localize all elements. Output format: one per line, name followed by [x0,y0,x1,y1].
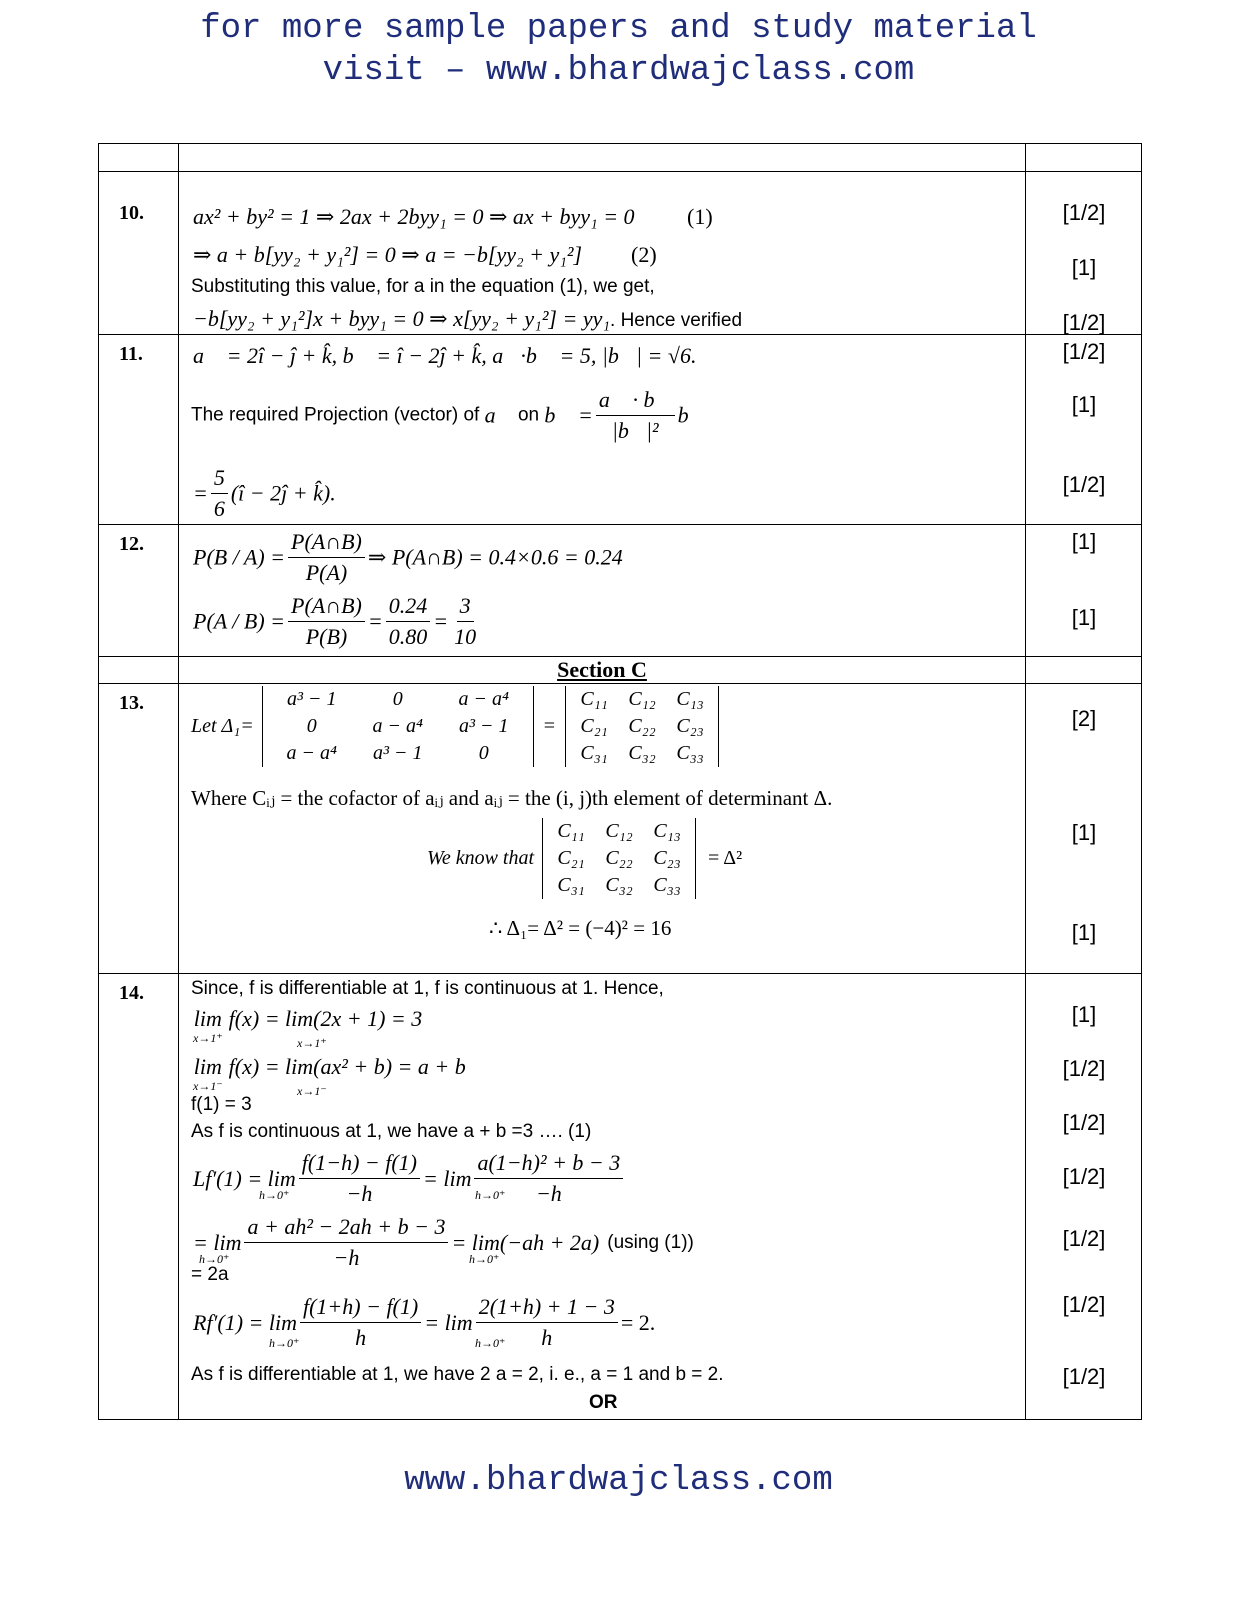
q14-line-7-tail: (using (1)) [607,1231,694,1253]
det-entry: C₃₁ [557,874,585,896]
q14-lim-2 [193,1054,223,1092]
mark: [1/2] [1062,1292,1106,1317]
q13-determinant-2 [565,686,719,767]
det-entry: a³ − 1 [373,742,423,764]
mark: [1] [1071,920,1097,945]
question-row-14 [99,974,1142,1420]
lim-word: lim [193,1006,222,1031]
det-entry: C₁₂ [605,820,633,842]
denominator: h [541,1325,553,1350]
q14-line-9-sub: h→0⁺ [269,1336,300,1350]
q14-fraction-3 [244,1212,448,1273]
answer-cell [179,525,1026,657]
q12-tail-1: ⇒ P(A∩B) = 0.4×0.6 = 0.24 [367,544,623,570]
promo-line-2: visit – www.bhardwajclass.com [322,52,915,90]
marks-cell [1026,974,1142,1420]
q13-determinant-1 [262,686,534,767]
q14-line-1: Since, f is differentiable at 1, f is continuous at 1. Hence, [191,978,664,999]
footer-url: www.bhardwajclass.com [404,1462,833,1500]
det-entry: C₂₃ [676,715,704,737]
mark: [1/2] [1062,1364,1106,1389]
q14-line-6-sub: h→0⁺ [259,1188,290,1202]
q12-lhs-1: P(B / A) = [193,544,286,570]
mark: [1/2] [1062,472,1106,497]
numerator: 2(1+h) + 1 − 3 [476,1292,618,1323]
det-entry: C₃₃ [676,742,704,764]
mark: [2] [1071,706,1097,731]
q10-line-1: ax² + by² = 1 ⇒ 2ax + 2byy₁ = 0 ⇒ ax + byy₁ = 0 [193,204,635,229]
numerator: P(A∩B) [288,527,365,558]
q10-tag-2: (2) [631,242,657,267]
q14-line-6-eq: = lim [423,1165,472,1191]
numerator: f(1+h) − f(1) [300,1292,421,1323]
q14-line-10: As f is differentiable at 1, we have 2 a = 2, i. e., a = 1 and b = 2. [191,1364,724,1385]
question-row-12 [99,525,1142,657]
lim-word: lim [193,1054,222,1079]
q14-line-7-lhs: = lim [193,1229,242,1255]
q13-we-know: We know that [427,847,535,869]
q11-result-fraction [211,463,228,524]
question-number: 14. [99,974,179,1420]
q14-line-9-eq: = lim [424,1309,473,1335]
q10-tag-1: (1) [687,204,713,229]
q14-line-7-sub2: h→0⁺ [469,1252,500,1266]
mark: [1] [1071,529,1097,554]
question-number: 11. [99,335,179,525]
q14-line-7-sub: h→0⁺ [199,1252,230,1266]
q11-result-tail: (î − 2ĵ + k̂). [230,480,336,506]
q11-line-2-text: The required Projection (vector) of [191,404,485,426]
q12-fraction-2 [288,591,365,652]
denominator: 0.80 [388,624,428,649]
question-row-13 [99,684,1142,974]
question-number: 12. [99,525,179,657]
denominator: −h [333,1245,360,1270]
q11-vector-b-tail: b⃗ [677,402,706,428]
mark: [1/2] [1062,1226,1106,1251]
numerator: a + ah² − 2ah + b − 3 [244,1212,448,1243]
q13-eq: = [543,715,556,737]
denominator: h [355,1325,367,1350]
q11-vector-a: a⃗ [484,402,513,428]
q13-det-tail: = Δ² [708,847,743,869]
q14-lim-1-sub2: x→1⁺ [297,1036,327,1050]
numerator: a(1−h)² + b − 3 [474,1148,623,1179]
q12-fraction-4 [451,591,479,652]
q12-fraction-1 [288,527,365,588]
det-entry: C₃₃ [653,874,681,896]
denominator: −h [535,1181,562,1206]
numerator: P(A∩B) [288,591,365,622]
numerator: 0.24 [386,591,431,622]
denominator: |b⃗|² [611,418,659,443]
mark: [1/2] [1062,310,1106,335]
q10-line-4-tail: . Hence verified [610,310,743,331]
det-entry: 0 [392,688,403,710]
q11-vector-b: b⃗ = [544,402,593,428]
det-entry: C₁₁ [580,688,608,710]
lim-sub: x→1⁻ [193,1079,223,1093]
det-entry: C₁₁ [557,820,585,842]
q14-line-2: f(x) = lim(2x + 1) = 3 [228,1006,423,1031]
q13-let: Let Δ₁= [191,715,254,737]
det-entry: C₃₂ [605,874,633,896]
mark: [1/2] [1062,1164,1106,1189]
q10-line-4: −b[yy₂ + y₁²]x + byy₁ = 0 ⇒ x[yy₂ + y₁²] = yy₁ [193,306,611,331]
det-entry: 0 [306,715,317,737]
denominator: 6 [213,496,225,521]
q10-line-2: ⇒ a + b[yy₂ + y₁²] = 0 ⇒ a = −b[yy₂ + y₁²] [193,242,583,267]
marks-cell [1026,172,1142,335]
q14-line-8: = 2a [191,1264,229,1285]
q14-line-9-tail: = 2. [620,1309,656,1335]
q11-projection-fraction [596,385,675,446]
det-entry: a − a⁴ [458,688,509,710]
det-entry: C₃₁ [580,742,608,764]
promo-line-1: for more sample papers and study material [200,10,1037,48]
q12-eq-1: = [367,608,383,634]
det-entry: a³ − 1 [287,688,337,710]
det-entry: a − a⁴ [286,742,337,764]
or-separator: OR [589,1392,618,1413]
det-entry: a − a⁴ [372,715,423,737]
det-entry: C₂₂ [628,715,656,737]
q13-determinant-3 [542,818,696,899]
mark: [1] [1071,1002,1097,1027]
q12-fraction-3 [386,591,431,652]
marking-scheme-table [98,143,1142,1420]
q14-lim-1 [193,1006,223,1044]
det-entry: C₂₃ [653,847,681,869]
q14-line-4: f(1) = 3 [191,1094,252,1115]
q12-lhs-2: P(A / B) = [193,608,286,634]
section-heading: Section C [179,657,1026,684]
numerator: 3 [457,591,474,622]
q11-on: on [512,404,545,426]
q13-where: Where Cᵢⱼ = the cofactor of aᵢⱼ and aᵢⱼ = the (i, j)th element of determinant Δ. [191,786,833,810]
question-number: 10. [99,172,179,335]
question-row-11 [99,335,1142,525]
mark: [1] [1071,820,1097,845]
section-row [99,657,1142,684]
denominator: P(B) [305,624,348,649]
det-entry: C₂₁ [557,847,585,869]
mark: [1] [1071,392,1097,417]
answer-cell [179,335,1026,525]
det-entry: C₃₂ [628,742,656,764]
question-row-10 [99,172,1142,335]
q14-fraction-1 [299,1148,420,1209]
marks-cell [1026,525,1142,657]
numerator: a⃗ · b⃗ [596,385,675,416]
det-entry: C₁₃ [676,688,704,710]
q14-line-9-sub2: h→0⁺ [475,1336,506,1350]
mark: [1/2] [1062,1110,1106,1135]
det-entry: C₂₂ [605,847,633,869]
question-number: 13. [99,684,179,974]
mark: [1] [1071,605,1097,630]
answer-cell [179,172,1026,335]
mark: [1/2] [1062,1056,1106,1081]
q13-result: ∴ Δ₁= Δ² = (−4)² = 16 [489,916,672,940]
numerator: f(1−h) − f(1) [299,1148,420,1179]
q14-line-3: f(x) = lim(ax² + b) = a + b [228,1054,466,1079]
lim-sub: x→1⁺ [193,1031,223,1045]
det-entry: C₁₂ [628,688,656,710]
denominator: 10 [454,624,477,649]
mark: [1] [1071,255,1097,280]
mark: [1/2] [1062,339,1106,364]
det-entry: a³ − 1 [459,715,509,737]
mark: [1/2] [1062,200,1106,225]
promo-header [0,8,1237,92]
answer-cell [179,974,1026,1420]
q12-eq-2: = [433,608,449,634]
q14-line-5: As f is continuous at 1, we have a + b =3 …. (1) [191,1121,592,1142]
marks-cell [1026,335,1142,525]
q14-line-7-eq: = lim(−ah + 2a) [451,1229,600,1255]
det-entry: 0 [478,742,489,764]
q14-lim-2-sub2: x→1⁻ [297,1084,327,1098]
q10-line-3: Substituting this value, for a in the equation (1), we get, [191,276,655,297]
det-entry: C₂₁ [580,715,608,737]
denominator: P(A) [305,560,348,585]
q14-line-9-lhs: Rf′(1) = lim [193,1309,297,1335]
denominator: −h [346,1181,373,1206]
numerator: 5 [211,463,228,494]
q14-line-6-lhs: Lf′(1) = lim [193,1165,296,1191]
q14-fraction-4 [300,1292,421,1353]
answer-cell [179,684,1026,974]
q11-eq: = [193,480,208,506]
marks-cell [1026,684,1142,974]
q14-line-6-sub2: h→0⁺ [475,1188,506,1202]
q11-line-1: a⃗ = 2î − ĵ + k̂, b⃗ = î − 2ĵ + k̂, a⃗·b⃗ = 5, |b⃗| = √6. [193,343,697,368]
det-entry: C₁₃ [653,820,681,842]
